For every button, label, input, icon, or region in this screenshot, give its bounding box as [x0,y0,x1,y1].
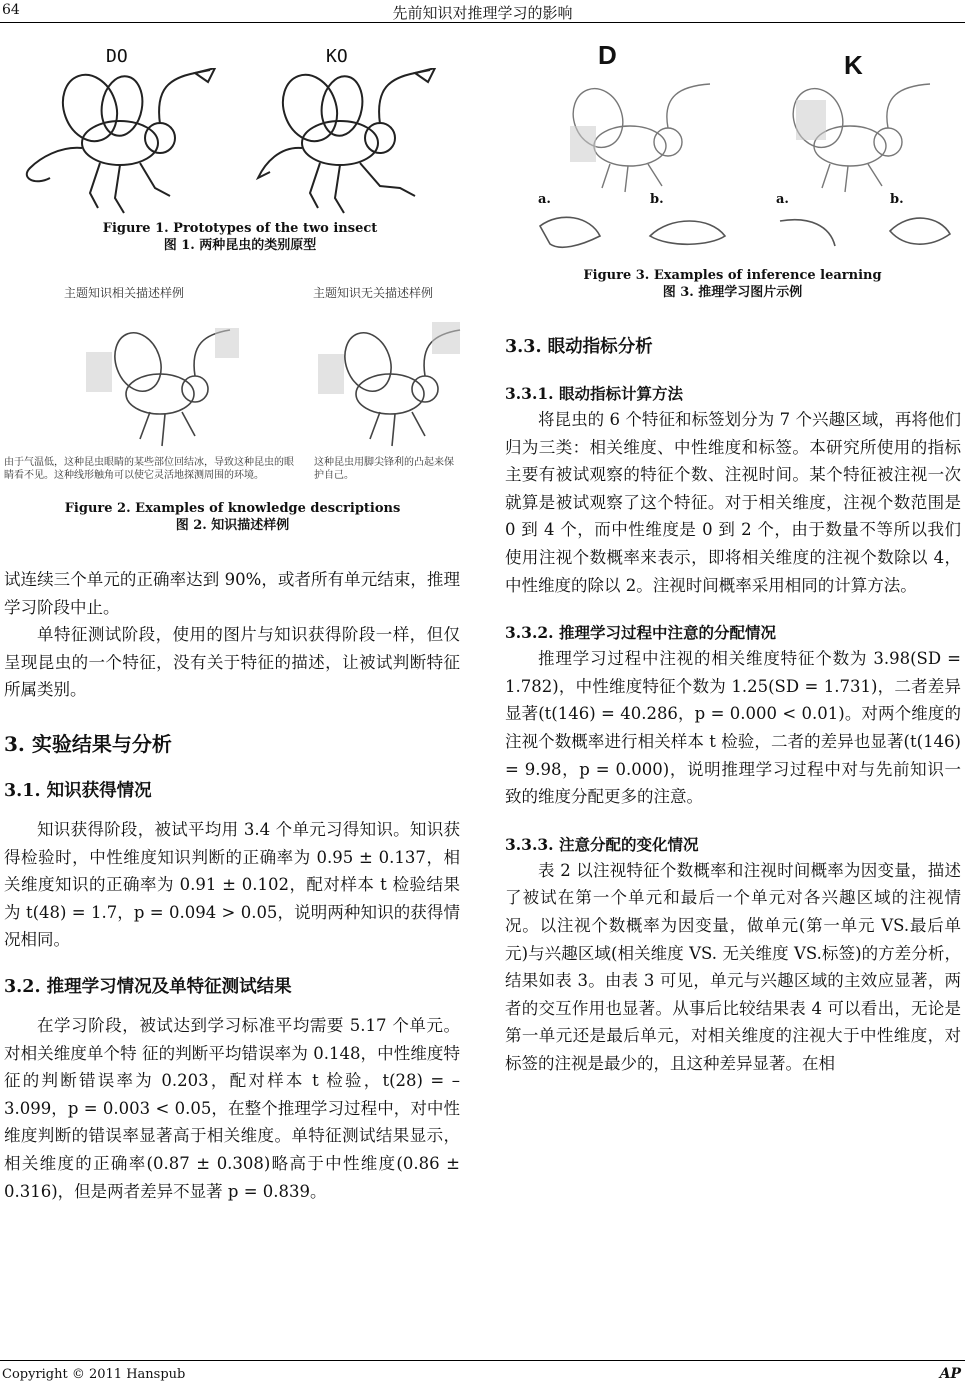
page-number: 64 [2,2,20,18]
paragraph-3-1: 知识获得阶段，被试平均用 3.4 个单元习得知识。知识获得检验时，中性维度知识判断的正确率为 0.95 ± 0.137，相关维度知识的正确率为 0.91 ± 0.102，配对样本 t 检验结果为 t(48) = 1.7，p = 0.094 > 0.05，说明两种知识的获得情况相同。 [4,819,460,950]
figure-2-caption-zh: 图 2. 知识描述样例 [175,518,290,533]
heading-3-3: 3.3. 眼动指标分析 [505,337,653,357]
figure-3-caption-en: Figure 3. Examples of inference learning [583,268,882,283]
heading-3-2: 3.2. 推理学习情况及单特征测试结果 [4,976,292,997]
insect-do-drawing [20,68,220,218]
figure-2-caption-en: Figure 2. Examples of knowledge descriptions [64,501,401,516]
figure-3-caption-zh: 图 3. 推理学习图片示例 [662,285,803,300]
heading-3-3-2: 3.3.2. 推理学习过程中注意的分配情况 [505,623,776,643]
figure-2-right-blur-2 [432,322,460,354]
figure-1 [20,40,460,218]
running-title: 先前知识对推理学习的影响 [392,4,573,22]
figure-3-sublabel-b1: b. [650,192,664,207]
heading-3-3-1: 3.3.1. 眼动指标计算方法 [505,384,683,403]
figure-2-right-title: 主题知识无关描述样例 [313,286,434,300]
figure-1-caption-en: Figure 1. Prototypes of the two insect [102,221,378,236]
figure-1-caption [20,220,460,254]
figure-3-sublabel-b2: b. [890,192,904,207]
figure-3 [510,36,960,266]
figure-3-d-blur [570,126,596,162]
figure-2-caption [0,500,465,534]
figure-2-left-desc: 由于气温低，这种昆虫眼睛的某些部位回结冰，导致这种昆虫的眼睛看不见。这种线形触角可以使它灵活地探测周围的环境。 [4,457,294,481]
figure-2-left-blur-2 [215,328,239,358]
heading-results: 3. 实验结果与分析 [4,731,172,756]
figure-2-right-desc: 这种昆虫用脚尖锋利的凸起来保护自己。 [314,457,454,481]
right-column [505,334,961,1077]
figure-1-label-do: DO [106,46,128,67]
figure-2-left-blur-1 [86,352,112,392]
journal-abbrev: AP [939,1366,961,1382]
insect-ko-drawing [240,68,440,218]
figure-3-sublabel-a2: a. [776,192,789,207]
copyright: Copyright © 2011 Hanspub [2,1367,186,1382]
heading-3-1: 3.1. 知识获得情况 [4,780,152,801]
heading-3-3-3: 3.3.3. 注意分配的变化情况 [505,834,699,854]
page-header [0,0,965,23]
figure-3-insect-k [750,76,950,196]
figure-1-caption-zh: 图 1. 两种昆虫的类别原型 [163,238,317,253]
figure-3-caption [505,267,960,301]
figure-3-k-blur [796,100,826,140]
paragraph-3-3-1: 将昆虫的 6 个特征和标签划分为 7 个兴趣区域，再将他们归为三类：相关维度、中性维度和标签。本研究所使用的指标主要有被试观察的特征个数、注视时间。某个特征被注视一次就算是被试观察了这个特征。对于相关维度，注视个数范围是 0 到 4 个，而中性维度是 0 到 2 个，由于数量不等所以我们使用注视个数概率来表示，即将相关维度的注视个数除以 4，中性维度的除以 2。注视时间概率采用相同的计算方法。 [505,410,961,595]
figure-2 [0,284,470,494]
paragraph-single-feature: 单特征测试阶段，使用的图片与知识获得阶段一样，但仅呈现昆虫的一个特征，没有关于特征的描述，让被试判断特征所属类别。 [4,625,460,700]
paragraph-3-3-3: 表 2 以注视特征个数概率和注视时间概率为因变量，描述了被试在第一个单元和最后一个单元对各兴趣区域的注视情况。以注视个数概率为因变量，做单元(第一单元 VS.最后单元)与兴趣区域(相关维度 VS. 无关维度 VS.标签)的方差分析，结果如表 3。由表 3 可见，单元与兴趣区域的主效应显著，两者的交互作用也显著。从事后比较结果表 4 可以看出，无论是第一单元还是最后单元，对相关维度的注视大于中性维度，对标签的注视是最少的，且这种差异显著。在相 [505,860,961,1073]
paragraph-continued: 试连续三个单元的正确率达到 90%，或者所有单元结束，推理学习阶段中止。 [4,570,460,617]
figure-2-left-title: 主题知识相关描述样例 [64,286,185,300]
figure-3-label-d: D [598,40,617,70]
paragraph-3-2: 在学习阶段，被试达到学习标准平均需要 5.17 个单元。对相关维度单个特 征的判断平均错误率为 0.148，中性维度特征的判断错误率为 0.203，配对样本 t 检验，t(28) = –3.099，p = 0.003 < 0.05，在整个推理学习过程中，对中性维度判断的错误率显著高于相关维度。单特征测试结果显示，相关维度的正确率(0.87 ± 0.308)略高于中性维度(0.86 ± 0.316)，但是两者差异不显著 p = 0.839。 [4,1015,460,1201]
figure-2-right-blur-1 [318,354,344,394]
page-footer [0,1360,965,1387]
left-column [4,566,460,1205]
paragraph-3-3-2: 推理学习过程中注视的相关维度特征个数为 3.98(SD = 1.782)，中性维度特征个数为 1.25(SD = 1.731)，二者差异显著(t(146) = 40.286，p = 0.000 < 0.01)。对两个维度的注视个数概率进行相关样本 t 检验，二者的差异也显著(t(146) = 9.98，p = 0.000)，说明推理学习过程中对与先前知识一致的维度分配更多的注意。 [505,649,961,807]
figure-3-insect-d [530,76,730,196]
figure-3-sublabel-a1: a. [538,192,551,207]
figure-1-label-ko: KO [326,46,348,67]
figure-3-label-k: K [844,50,863,80]
figure-3-feature-drawings [510,206,960,266]
